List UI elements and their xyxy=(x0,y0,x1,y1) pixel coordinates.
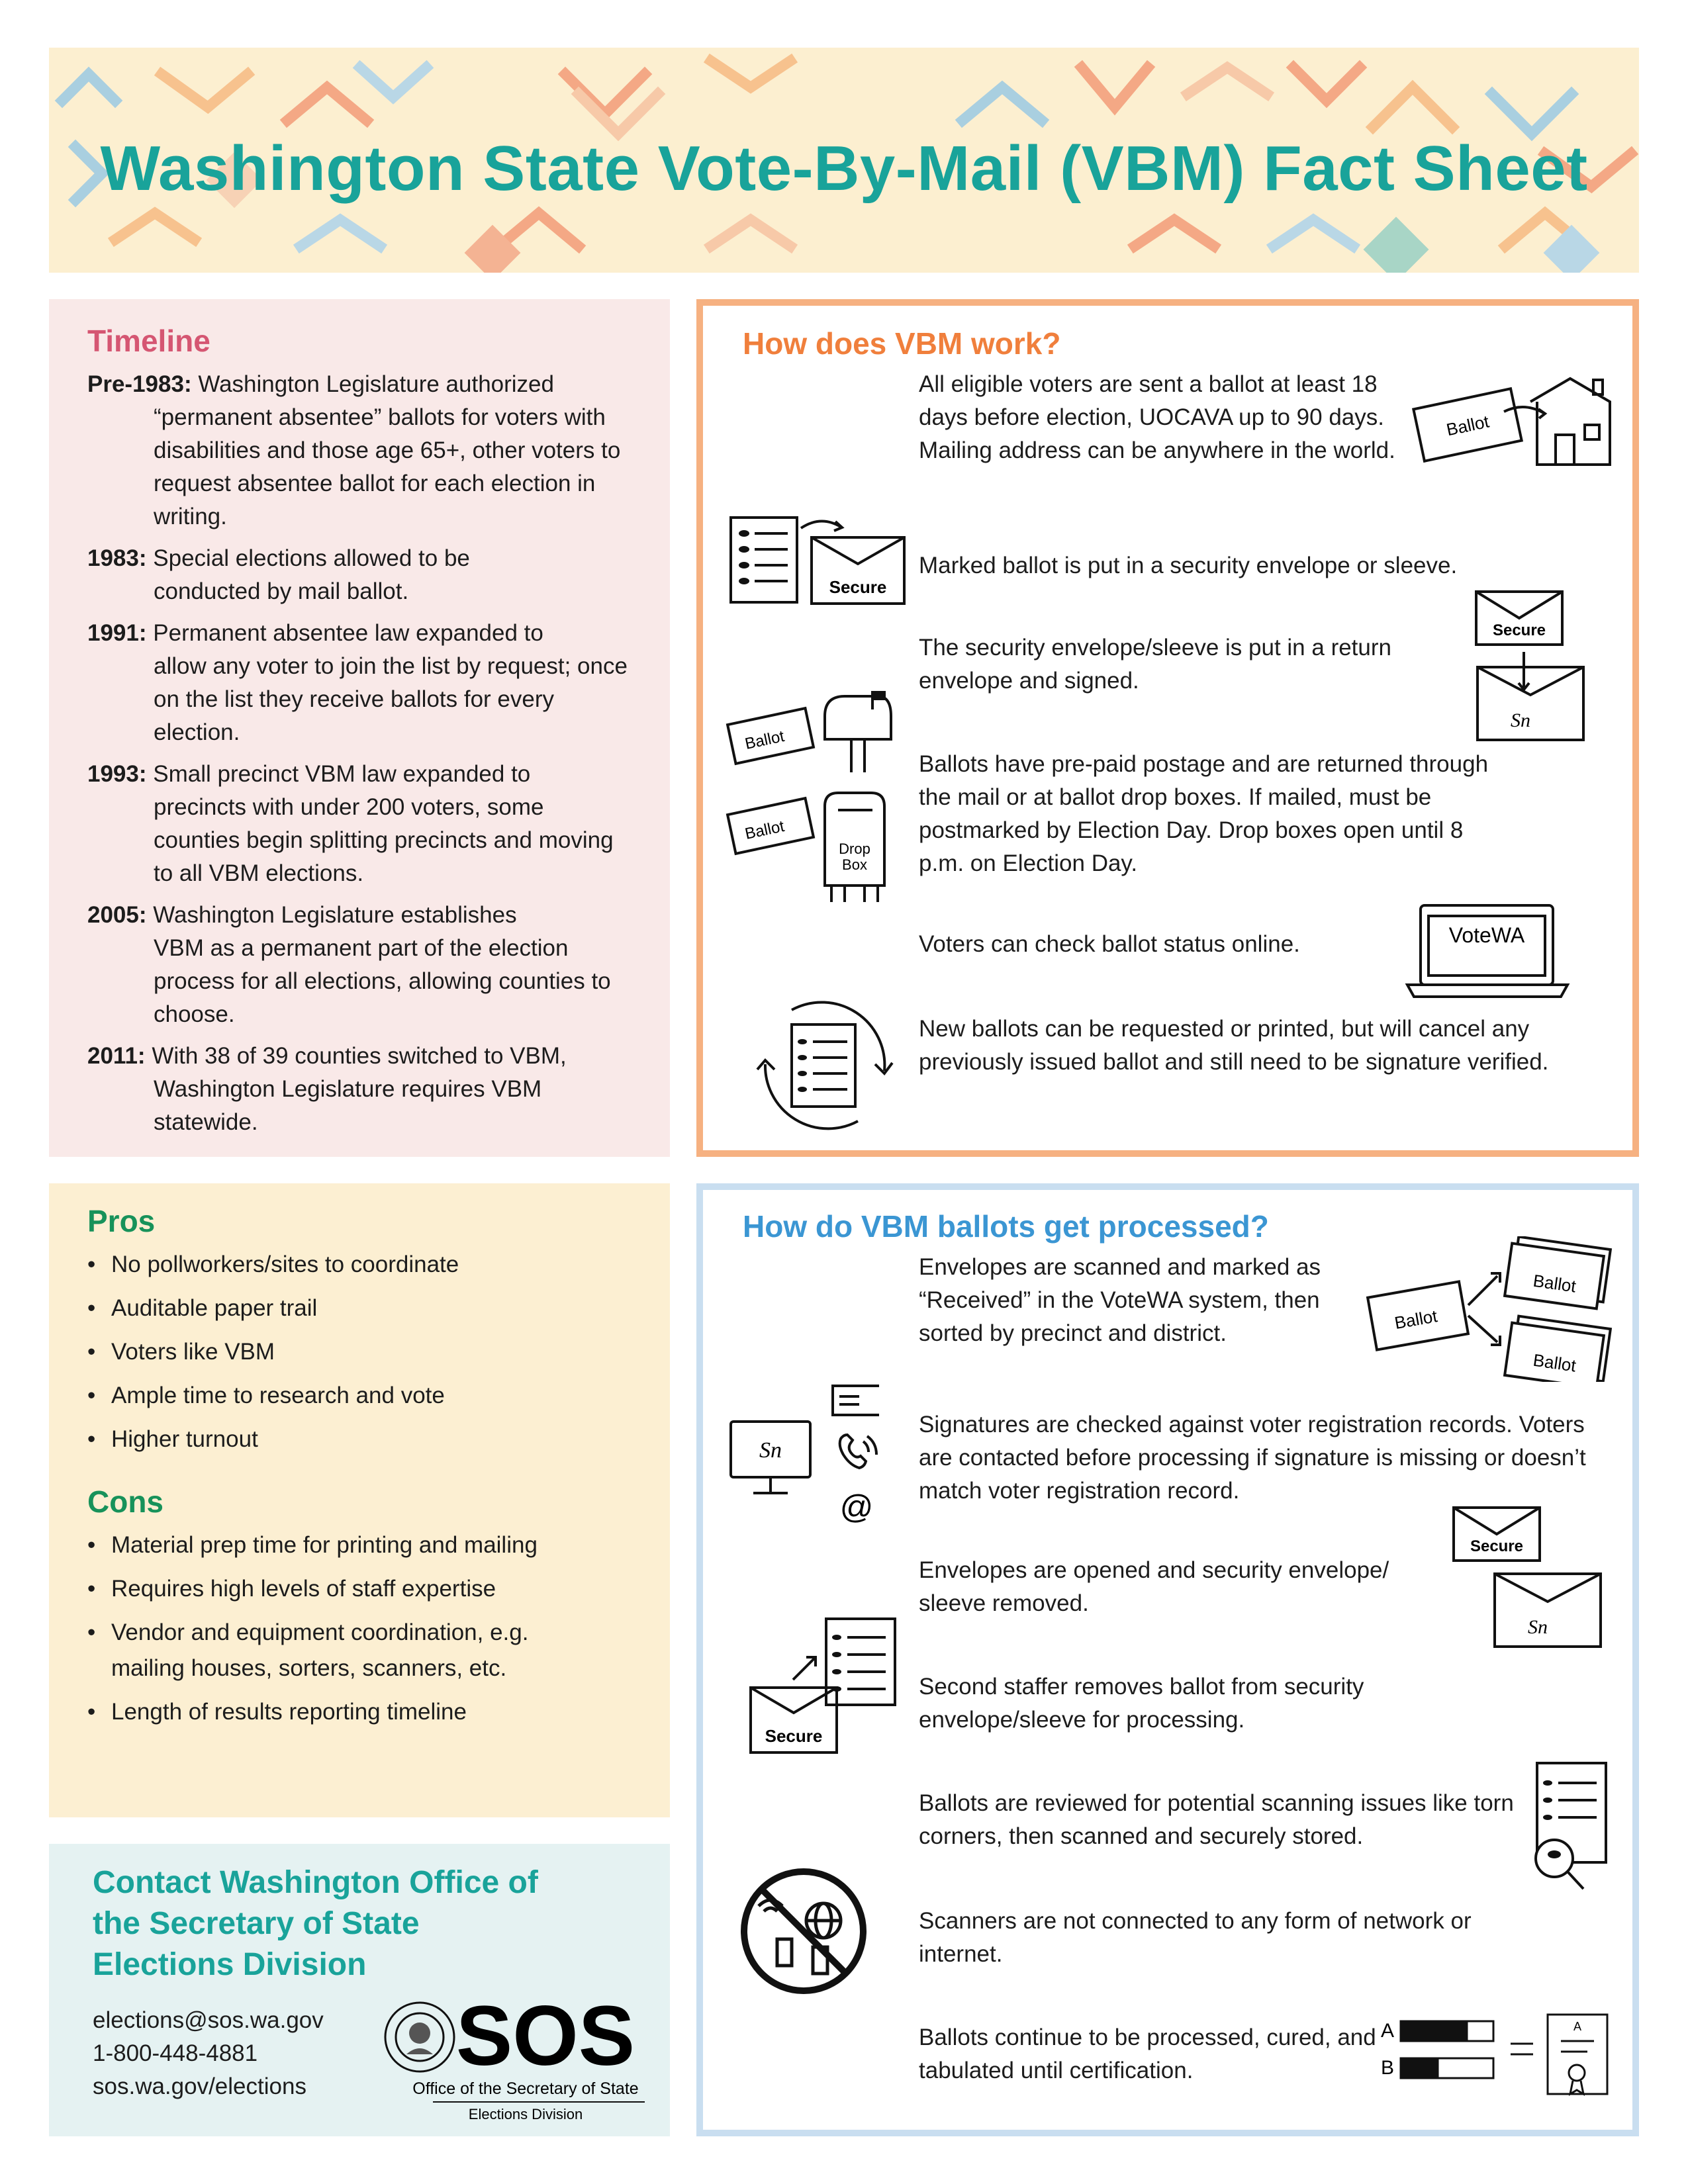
votewa-label: VoteWA xyxy=(1448,923,1525,947)
timeline-text-cont: “permanent absentee” ballots for voters with disabilities and those age 65+, other voters to request absentee ballot for each election in writing. xyxy=(154,404,621,529)
ballot-label: Ballot xyxy=(743,817,786,843)
process-step-7: Ballots continue to be processed, cured, and tabulated until certification. xyxy=(919,2025,1376,2083)
ballot-processing-panel xyxy=(696,1183,1639,2136)
signature-mark: Sn xyxy=(759,1438,782,1463)
process-step-5: Ballots are reviewed for potential scanning issues like torn corners, then scanned and securely stored. xyxy=(919,1790,1514,1849)
cons-item: • Length of results reporting timeline xyxy=(87,1694,632,1730)
processed-heading: How do VBM ballots get processed? xyxy=(743,1209,1269,1244)
result-b-label: B xyxy=(1381,2057,1395,2079)
tabulation-to-certificate-icon xyxy=(1378,2008,1617,2101)
cons-heading: Cons xyxy=(87,1484,164,1519)
timeline-text: Washington Legislature authorized xyxy=(198,371,554,397)
how-vbm-works-panel xyxy=(696,299,1639,1157)
timeline-text-cont: allow any voter to join the list by request; once on the list they receive ballots for every election. xyxy=(154,653,628,745)
no-network-icon xyxy=(737,1865,870,1997)
contact-heading: Contact Washington Office of the Secretary of State Elections Division xyxy=(93,1865,538,1982)
pros-item: • Auditable paper trail xyxy=(87,1291,632,1326)
secure-label: Secure xyxy=(1470,1537,1524,1555)
timeline-year: 2011: xyxy=(87,1043,146,1069)
timeline-year: 2005: xyxy=(87,902,147,928)
contact-email[interactable]: elections@sos.wa.gov xyxy=(93,2007,324,2033)
how-works-heading: How does VBM work? xyxy=(743,326,1061,361)
timeline-item xyxy=(87,758,632,890)
timeline-year: 1983: xyxy=(87,545,147,571)
work-step-6: New ballots can be requested or printed, but will cancel any previously issued ballot and still need to be signature verified. xyxy=(919,1016,1549,1075)
cons-item: • Requires high levels of staff expertise xyxy=(87,1571,632,1607)
ballot-into-drop-box-icon xyxy=(726,780,898,905)
work-step-3: The security envelope/sleeve is put in a return envelope and signed. xyxy=(919,635,1391,694)
timeline-year: Pre-1983: xyxy=(87,371,192,397)
sos-logo xyxy=(380,1991,658,2123)
timeline-text-cont: VBM as a permanent part of the election process for all elections, allowing counties to choose. xyxy=(154,935,611,1027)
result-a-label: A xyxy=(1381,2020,1395,2042)
remove-ballot-from-sleeve-icon xyxy=(747,1614,906,1759)
contact-phone[interactable]: 1-800-448-4881 xyxy=(93,2040,258,2066)
ballot-label: Ballot xyxy=(1393,1306,1439,1334)
signed-return-envelope-icon xyxy=(1471,589,1597,741)
laptop-votewa-icon xyxy=(1405,901,1570,1001)
seal-portrait-icon xyxy=(409,2023,430,2044)
signature-contact-icon xyxy=(727,1382,879,1527)
pros-item: • No pollworkers/sites to coordinate xyxy=(87,1247,632,1283)
process-step-1: Envelopes are scanned and marked as “Received” in the VoteWA system, then sorted by precinct and district. xyxy=(919,1254,1321,1346)
contact-panel xyxy=(49,1844,670,2136)
secure-label: Secure xyxy=(765,1726,823,1746)
sos-wordmark: SOS xyxy=(455,1991,635,2083)
ballot-label: Ballot xyxy=(1444,411,1491,440)
pros-item: • Higher turnout xyxy=(87,1422,632,1457)
ballot-label: Ballot xyxy=(1532,1349,1577,1376)
secure-label: Secure xyxy=(1492,621,1546,639)
pros-list xyxy=(87,1247,632,1457)
signature-mark: Sn xyxy=(1528,1616,1548,1638)
timeline-text: Small precinct VBM law expanded to xyxy=(153,761,531,787)
envelope-sorting-icon xyxy=(1365,1236,1617,1382)
timeline-year: 1993: xyxy=(87,761,147,787)
process-step-4: Second staffer removes ballot from security envelope/sleeve for processing. xyxy=(919,1674,1364,1733)
cons-list xyxy=(87,1527,632,1730)
secure-label: Secure xyxy=(829,577,887,597)
timeline-heading: Timeline xyxy=(87,324,211,358)
ballot-to-house-icon xyxy=(1411,372,1623,471)
timeline-item xyxy=(87,899,632,1031)
drop-box-label: Drop xyxy=(839,841,870,857)
process-step-3: Envelopes are opened and security envelope/ sleeve removed. xyxy=(919,1557,1389,1616)
pros-item: • Voters like VBM xyxy=(87,1334,632,1370)
timeline-item xyxy=(87,1040,632,1139)
signature-mark: Sn xyxy=(1511,709,1530,731)
timeline-text-cont: Washington Legislature requires VBM statewide. xyxy=(154,1076,542,1135)
sos-division-name: Elections Division xyxy=(468,2106,583,2122)
sos-office-name: Office of the Secretary of State xyxy=(412,2079,639,2098)
email-at-icon: @ xyxy=(839,1488,874,1525)
timeline-year: 1991: xyxy=(87,620,147,646)
work-step-5: Voters can check ballot status online. xyxy=(919,931,1300,957)
timeline-text: With 38 of 39 counties switched to VBM, xyxy=(152,1043,567,1069)
reissue-ballot-icon xyxy=(752,991,898,1137)
timeline-text: Washington Legislature establishes xyxy=(153,902,517,928)
timeline-panel xyxy=(49,299,670,1157)
certificate-label: A xyxy=(1573,2020,1582,2033)
timeline-item xyxy=(87,368,632,533)
timeline-text: Special elections allowed to be xyxy=(153,545,470,571)
drop-box-label: Box xyxy=(842,856,867,873)
ballot-inspect-magnifier-icon xyxy=(1524,1759,1617,1898)
work-step-1: All eligible voters are sent a ballot at least 18 days before election, UOCAVA up to 90 days. Mailing address can be anywhere in the world. xyxy=(919,371,1395,463)
process-step-2: Signatures are checked against voter registration records. Voters are contacted before processing if signature is missing or doesn’t match voter registration record. xyxy=(919,1412,1586,1504)
contact-website[interactable]: sos.wa.gov/elections xyxy=(93,2073,306,2099)
ballot-into-secure-envelope-icon xyxy=(728,508,920,614)
work-step-4: Ballots have pre-paid postage and are returned through the mail or at ballot drop boxes. If mailed, must be postmarked by Election Day. Drop boxes open until 8 p.m. on Election Day. xyxy=(919,751,1489,876)
timeline-item xyxy=(87,542,632,608)
ballot-label: Ballot xyxy=(743,727,786,753)
pros-heading: Pros xyxy=(87,1204,156,1238)
page-title: Washington State Vote-By-Mail (VBM) Fact Sheet xyxy=(100,133,1588,204)
ballot-into-mailbox-icon xyxy=(726,690,911,776)
open-envelope-icon xyxy=(1450,1505,1609,1651)
work-step-2: Marked ballot is put in a security envelope or sleeve. xyxy=(919,553,1458,578)
title-banner xyxy=(49,48,1639,273)
timeline-text: Permanent absentee law expanded to xyxy=(153,620,543,646)
pros-cons-panel xyxy=(49,1183,670,1817)
timeline-text-cont: conducted by mail ballot. xyxy=(154,578,409,604)
cons-item: • Vendor and equipment coordination, e.g. mailing houses, sorters, scanners, etc. xyxy=(87,1615,590,1686)
timeline-text-cont: precincts with under 200 voters, some counties begin splitting precincts and moving to all VBM elections. xyxy=(154,794,614,886)
cons-item: • Material prep time for printing and mailing xyxy=(87,1527,632,1563)
process-step-6: Scanners are not connected to any form of network or internet. xyxy=(919,1908,1472,1967)
timeline-item xyxy=(87,617,632,749)
pros-item: • Ample time to research and vote xyxy=(87,1378,632,1414)
ballot-label: Ballot xyxy=(1532,1270,1577,1297)
